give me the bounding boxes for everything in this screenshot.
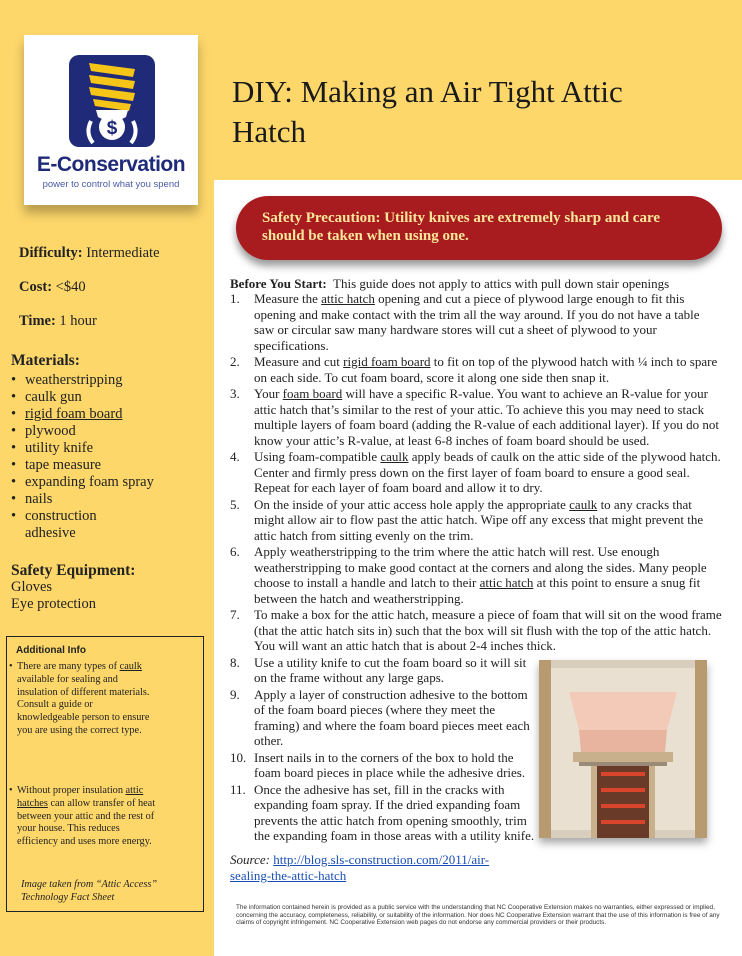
source-citation	[230, 852, 530, 884]
info-item	[9, 661, 157, 738]
page-title: DIY: Making an Air Tight Attic Hatch	[232, 74, 623, 149]
cost-label: Cost:	[19, 279, 53, 295]
attic-hatch-link[interactable]: attic hatch	[479, 575, 534, 590]
logo	[24, 35, 198, 205]
materials-heading: Materials:	[11, 352, 80, 369]
svg-text:$: $	[106, 118, 118, 139]
step-number: 5.	[230, 496, 240, 512]
cost-field	[19, 279, 86, 296]
step-text: opening and cut a piece of plywood large enough to fit this opening and make contact with the trim all the way around. If you do not have a table saw or circular saw many hardware stores will cut a sheet of plywood to your specifications.	[254, 291, 700, 353]
rigid-foam-board-link[interactable]: rigid foam board	[343, 354, 431, 369]
caulk-link[interactable]: caulk	[119, 661, 142, 672]
step-number: 11.	[230, 781, 246, 797]
step-number: 4.	[230, 449, 240, 464]
step-text: to fit on top of the plywood hatch with ¼ inch to spare on each side. To cut foam board, score it along one side then snap it.	[254, 354, 718, 385]
info-text: There are many types of	[17, 661, 120, 672]
attic-hatch-photo	[539, 660, 707, 838]
caulk-link[interactable]: caulk	[569, 496, 598, 512]
source-link[interactable]: http://blog.sls-construction.com/2011/air-sealing-the-attic-hatch	[230, 852, 490, 883]
list-item: • weatherstripping	[11, 372, 211, 389]
step-text: To make a box for the attic hatch, measure a piece of foam that will sit on the wood frame (that the attic hatch sits in) such that the box will sit flush with the top of the attic hatch. You will want an attic hatch that is about 2-4 inches thick.	[254, 607, 722, 653]
step-text: apply beads of caulk on the attic side of the plywood hatch. Center and firmly press down on the first layer of foam board to ensure a good seal. Repeat for each layer of foam board and allow it to dry.	[254, 449, 721, 495]
safety-precaution-banner	[236, 196, 722, 260]
safety-precaution-text: Safety Precaution: Utility knives are extremely sharp and care should be taken when using one.	[262, 210, 660, 244]
safety-item: Eye protection	[11, 596, 96, 612]
step-number: 8.	[230, 654, 240, 670]
step-text: Your	[254, 386, 283, 401]
step-number: 6.	[230, 544, 240, 559]
info-text: available for sealing and insulation of different materials. Consult a guide or knowledgeable person to ensure you are using the correct type.	[17, 673, 150, 736]
before-you-start	[230, 276, 720, 292]
list-item: • tape measure	[11, 457, 211, 474]
step-number: 3.	[230, 386, 240, 401]
list-item	[230, 354, 722, 385]
list-item	[230, 607, 722, 654]
step-number: 7.	[230, 607, 240, 622]
step-text: Apply a layer of construction adhesive to the bottom of the foam board pieces (where they meet the framing) and where the foam board pieces meet each other.	[254, 686, 530, 748]
before-label: Before You Start:	[230, 276, 327, 291]
attic-hatch-link[interactable]: attic hatch	[321, 291, 375, 306]
safety-equipment-heading: Safety Equipment:	[11, 562, 136, 579]
time-value: 1 hour	[59, 313, 97, 329]
difficulty-label: Difficulty:	[19, 245, 83, 261]
attic-hatch-image	[539, 660, 707, 838]
step-text: at this point to ensure a snug fit between the hatch and weatherstripping.	[254, 575, 701, 606]
lightbulb-dollar-icon	[69, 55, 155, 147]
info-item	[9, 785, 157, 849]
list-item	[230, 687, 539, 749]
attic-hatches-link[interactable]: attic hatches	[17, 785, 144, 809]
list-item: • expanding foam spray	[11, 474, 211, 491]
list-item: • caulk gun	[11, 389, 211, 406]
info-text: Without proper insulation	[17, 785, 126, 796]
caulk-link[interactable]: caulk	[380, 449, 409, 464]
difficulty-value: Intermediate	[86, 245, 160, 261]
list-item	[230, 782, 539, 844]
logo-name: E-Conservation	[36, 153, 186, 176]
step-text: On the inside of your attic access hole apply the appropriate	[254, 496, 570, 512]
step-number: 2.	[230, 354, 240, 369]
list-item	[230, 291, 722, 353]
cost-value: <$40	[55, 279, 86, 295]
time-field	[19, 313, 97, 330]
additional-info-heading: Additional Info	[16, 645, 86, 656]
step-text: Apply weatherstripping to the trim where the attic hatch will rest. Use enough weatherstripping to make good contact at the corners and along the sides. Many people choose to install a handle and latch to their	[254, 544, 707, 590]
step-text: Once the adhesive has set, fill in the cracks with expanding foam spray. If the dried expanding foam prevents the attic hatch from opening smoothly, trim the expanding foam in those areas with a utility knife.	[254, 781, 535, 843]
difficulty-field	[19, 245, 160, 262]
step-text: Using foam-compatible	[254, 449, 381, 464]
info-text: can allow transfer of heat between your attic and the rest of your house. This reduces efficiency and uses more energy.	[17, 797, 156, 848]
step-number: 1.	[230, 291, 240, 306]
list-item: • plywood	[11, 423, 211, 440]
image-credit: Image taken from “Attic Access” Technology Fact Sheet	[21, 879, 158, 903]
before-text: This guide does not apply to attics with pull down stair openings	[333, 276, 670, 291]
step-text: Measure the	[254, 291, 322, 306]
list-item	[230, 386, 722, 448]
bullet: •	[9, 661, 13, 672]
list-item	[230, 750, 539, 781]
list-item	[230, 497, 722, 544]
list-item	[230, 544, 722, 606]
list-item[interactable]: • rigid foam board	[11, 406, 211, 423]
source-label: Source:	[230, 852, 270, 867]
list-item: • construction adhesive	[11, 508, 125, 542]
step-text: Use a utility knife to cut the foam board so it will sit on the frame without any large gaps.	[254, 654, 527, 685]
list-item: • utility knife	[11, 440, 211, 457]
disclaimer: The information contained herein is provided as a public service with the understanding that NC Cooperative Extension makes no warranties, either expressed or implied, concerning the accuracy, completeness, reliability, or suitability of the information. Nor does NC Cooperative Extension warrant that the use of this information is free of any claims of copyright infringement. NC Cooperative Extension web pages do not endorse any commercial providers or their products.	[236, 904, 720, 927]
foam-board-link[interactable]: foam board	[282, 386, 343, 401]
materials-list	[11, 372, 211, 542]
bullet: •	[9, 785, 13, 796]
list-item	[230, 655, 539, 686]
step-text: to any cracks that might allow air to flow past the attic hatch. Wipe off any excess that might prevent the attic hatch from sitting evenly on the trim.	[254, 496, 704, 543]
lightbulb-icon	[69, 55, 155, 147]
logo-tagline: power to control what you spend	[42, 179, 180, 190]
time-label: Time:	[19, 313, 56, 329]
step-text: Measure and cut	[254, 354, 344, 369]
step-number: 9.	[230, 686, 240, 702]
list-item	[230, 449, 722, 496]
additional-info-box	[6, 636, 204, 912]
step-number: 10.	[230, 749, 247, 765]
step-text: will have a specific R-value. You want to achieve an R-value for your attic hatch that’s similar to the rest of your attic. To achieve this you may need to stack multiple layers of foam board (adding the R-value of each additional layer). If you do not know your attic’s R-value, at least 6-8 inches of foam board should be used.	[254, 386, 719, 448]
safety-item: Gloves	[11, 579, 53, 595]
list-item: • nails	[11, 491, 211, 508]
step-text: Insert nails in to the corners of the box to hold the foam board pieces in place while the adhesive dries.	[254, 749, 526, 780]
